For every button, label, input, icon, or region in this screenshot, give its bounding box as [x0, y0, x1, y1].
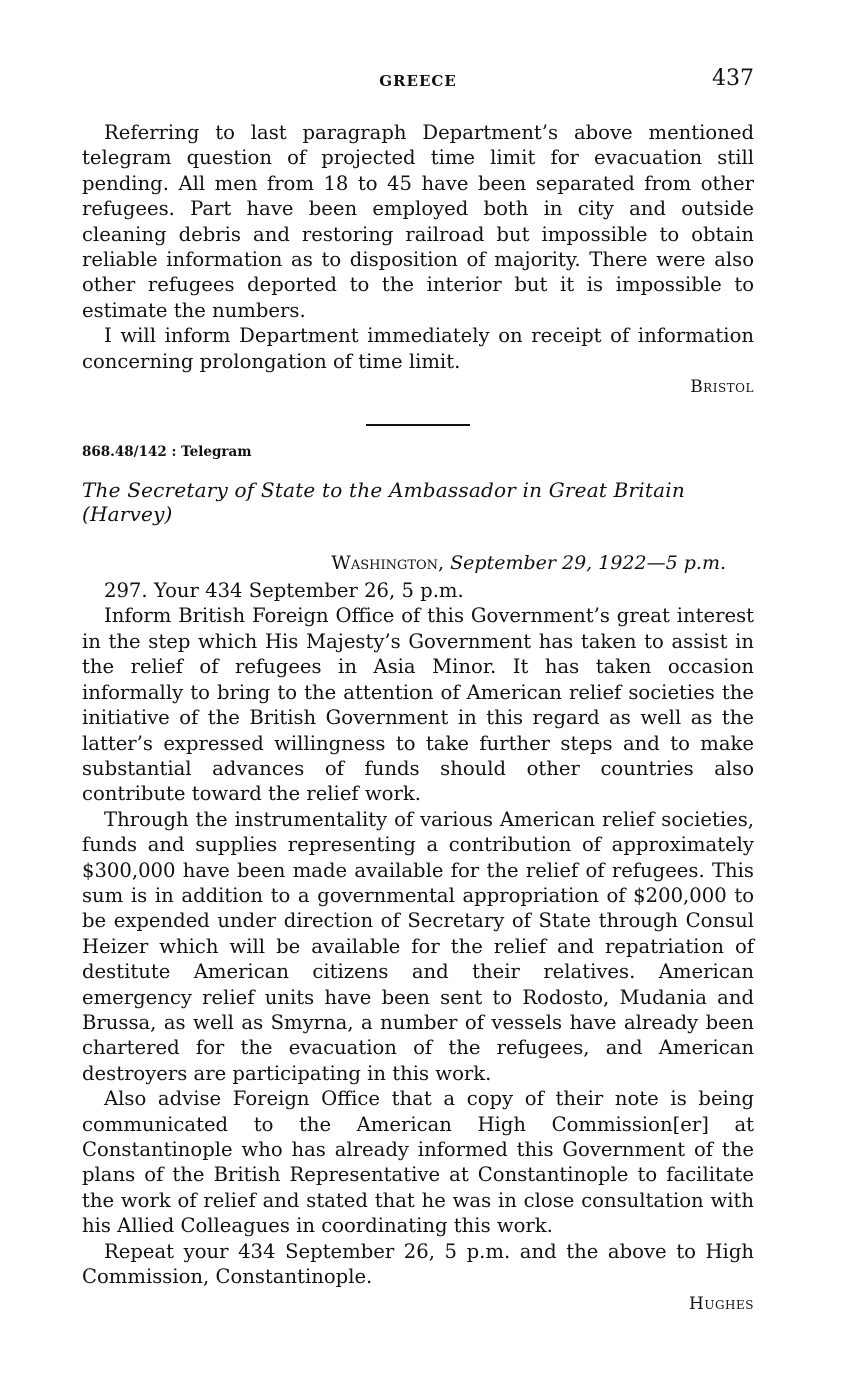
body-paragraph: Referring to last paragraph Department’s above mentioned telegram question of projected time limit for evacuation still pending. All men from 18 to 45 have been separated from other refugees. Part have been employed both in city and outside cleaning debris and restoring railroad but impossible to obtain reliable information as to disposition of majority. There were also other refugees deported to the interior but it is impossible to estimate the numbers.	[82, 121, 754, 322]
body-paragraph: Through the instrumentality of various American relief societies, funds and supplies representing a contribution of approximately $300,000 have been made available for the relief of refugees. This sum is in addition to a governmental appropriation of $200,000 to be expended under direction of Secretary of State through Consul Heizer which will be available for the relief and repatriation of destitute American citizens and their relatives. American emergency relief units have been sent to Rodosto, Mudania and Brussa, as well as Smyrna, a number of vessels have already been chartered for the evacuation of the refugees, and American destroyers are participating in this work.	[82, 807, 754, 1085]
dateline	[82, 552, 726, 574]
telegram-harvey	[82, 444, 754, 1315]
document-reference: 868.48/142 : Telegram	[82, 444, 252, 461]
body-paragraph: Inform British Foreign Office of this Government’s great interest in the step which His Majesty’s Government has taken to assist in the relief of refugees in Asia Minor. It has taken occasion informally to bring to the attention of American relief societies the initiative of the British Government in this regard as well as the latter’s expressed willingness to take further steps and to make substantial advances of funds should other countries also contribute toward the relief work.	[82, 604, 754, 806]
body-paragraph: Also advise Foreign Office that a copy of their note is being communicated to the American High Commission[er] at Constantinople who has already informed this Government of the plans of the British Representative at Constantinople to facilitate the work of relief and stated that he was in close consultation with his Allied Colleagues in coordinating this work.	[82, 1087, 754, 1238]
telegram-heading: The Secretary of State to the Ambassador in Great Britain (Harvey)	[82, 478, 685, 527]
page-number: 437	[712, 66, 754, 91]
telegram-continuation	[82, 120, 754, 398]
dateline-place: Washington,	[331, 552, 445, 575]
body-paragraph: I will inform Department immediately on receipt of information concerning prolongation of time limit.	[82, 324, 754, 373]
running-head-title: GREECE	[379, 72, 457, 90]
body-paragraph: Repeat your 434 September 26, 5 p.m. and the above to High Commission, Constantinople.	[82, 1239, 754, 1289]
signature-hughes: Hughes	[689, 1294, 754, 1315]
body-paragraph: 297. Your 434 September 26, 5 p.m.	[104, 579, 464, 603]
section-divider	[366, 424, 470, 426]
document-page	[82, 64, 754, 1315]
dateline-date: September 29, 1922—5 p.m.	[450, 552, 726, 575]
signature-bristol: Bristol	[690, 377, 754, 398]
running-head	[82, 64, 754, 104]
